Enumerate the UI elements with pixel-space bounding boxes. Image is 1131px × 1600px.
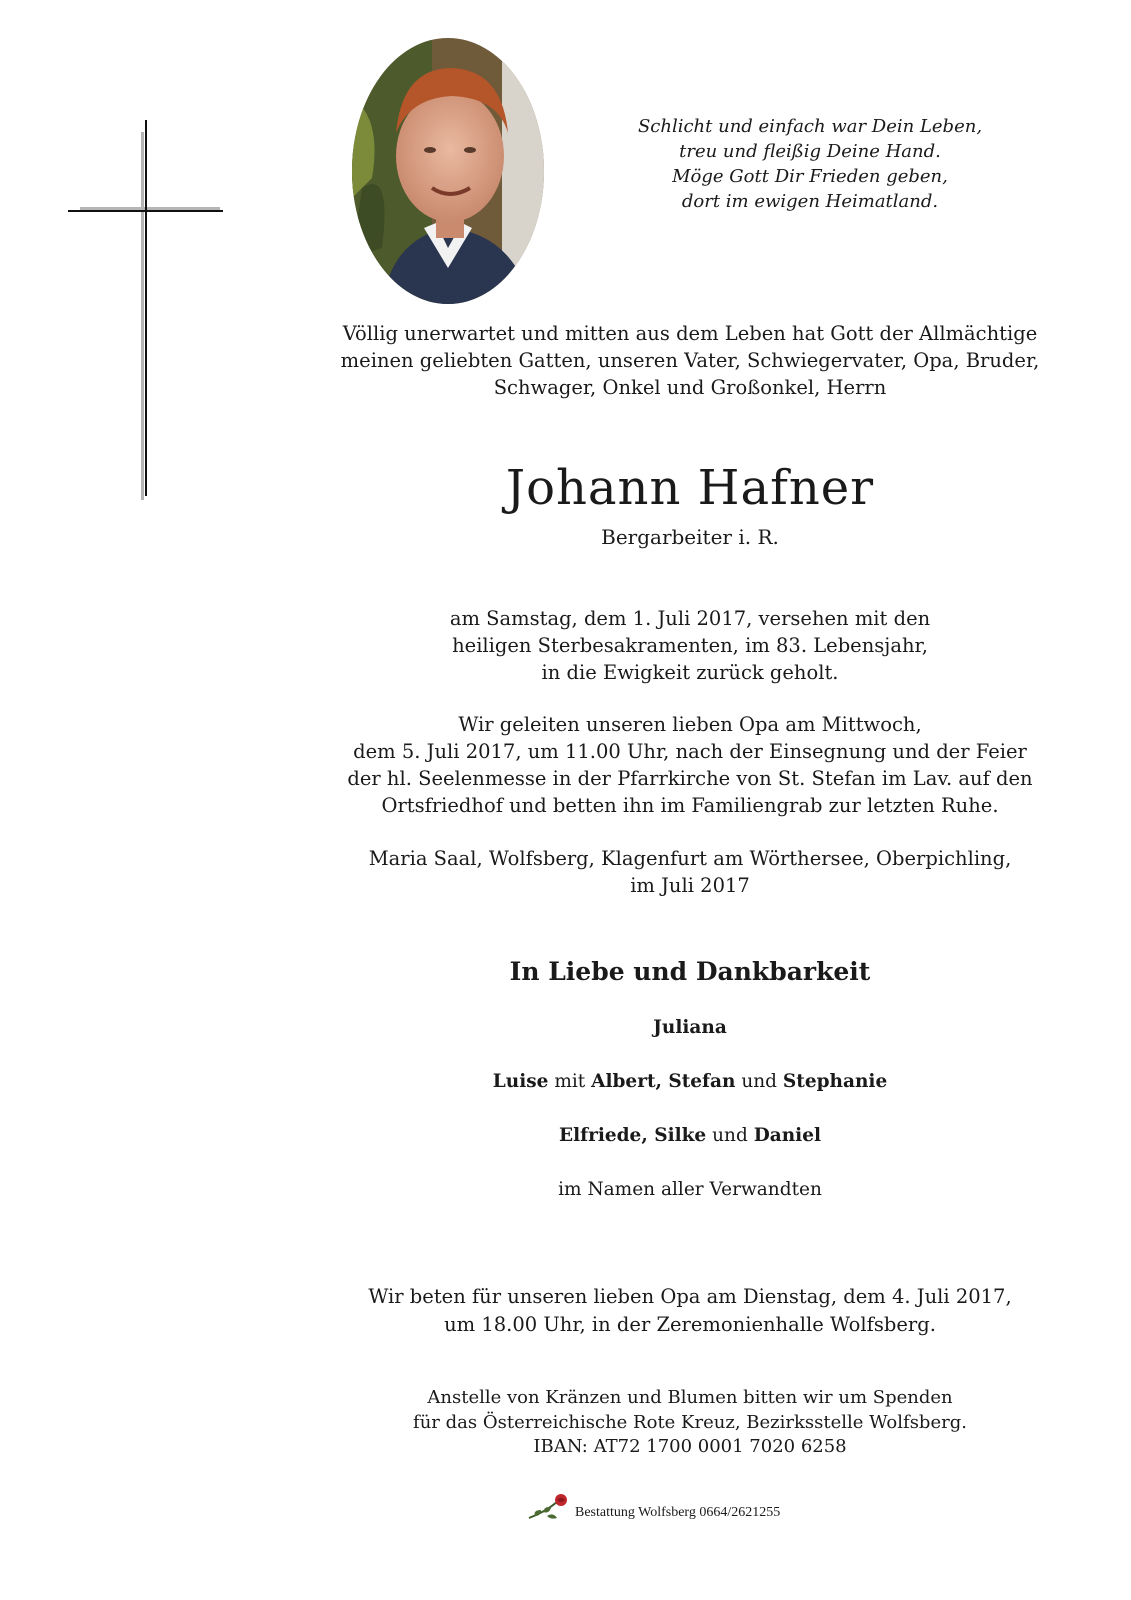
prayer-line: Wir beten für unseren lieben Opa am Dienstag, dem 4. Juli 2017, — [368, 1285, 1012, 1308]
death-notice-line: in die Ewigkeit zurück geholt. — [541, 661, 839, 684]
place-date — [330, 845, 1050, 899]
funeral-notice — [330, 711, 1050, 819]
mourner-name: Daniel — [753, 1125, 821, 1146]
deceased-name: Johann Hafner — [505, 460, 875, 516]
funeral-line: der hl. Seelenmesse in der Pfarrkirche von St. Stefan im Lav. auf den — [347, 767, 1033, 790]
connector-word: und — [741, 1071, 778, 1092]
cross-icon — [68, 120, 228, 500]
poem-line: dort im ewigen Heimatland. — [681, 191, 939, 212]
death-notice-line: heiligen Sterbesakramenten, im 83. Lebensjahr, — [452, 634, 928, 657]
poem-line: Möge Gott Dir Frieden geben, — [672, 166, 948, 187]
iban-line: IBAN: AT72 1700 0001 7020 6258 — [533, 1436, 847, 1457]
deceased-profession: Bergarbeiter i. R. — [601, 525, 779, 549]
intro-text — [330, 320, 1050, 401]
poem-line: treu und fleißig Deine Hand. — [679, 141, 941, 162]
mourner-row — [330, 1068, 1050, 1122]
mourner-row — [330, 1014, 1050, 1068]
prayer-notice — [330, 1283, 1050, 1339]
funeral-line: Wir geleiten unseren lieben Opa am Mittwoch, — [458, 713, 922, 736]
prayer-line: um 18.00 Uhr, in der Zeremonienhalle Wolfsberg. — [444, 1313, 936, 1336]
intro-line: meinen geliebten Gatten, unseren Vater, Schwiegervater, Opa, Bruder, — [340, 349, 1040, 372]
mourner-name: Juliana — [653, 1017, 727, 1038]
death-notice — [330, 605, 1050, 686]
donation-line: für das Österreichische Rote Kreuz, Bezirksstelle Wolfsberg. — [413, 1411, 967, 1433]
rose-icon — [527, 1492, 573, 1522]
mourner-name: Luise — [492, 1071, 549, 1092]
mourners-list — [330, 1014, 1050, 1230]
death-notice-line: am Samstag, dem 1. Juli 2017, versehen mit den — [449, 607, 931, 630]
place-line: Maria Saal, Wolfsberg, Klagenfurt am Wörthersee, Oberpichling, — [368, 847, 1012, 870]
mourner-names: Elfriede, Silke — [558, 1125, 707, 1146]
poem-line: Schlicht und einfach war Dein Leben, — [637, 116, 983, 137]
portrait-photo — [352, 38, 544, 304]
funeral-line: dem 5. Juli 2017, um 11.00 Uhr, nach der Einsegnung und der Feier — [353, 740, 1027, 763]
intro-line: Schwager, Onkel und Großonkel, Herrn — [493, 376, 887, 399]
mourner-name: Stephanie — [782, 1071, 888, 1092]
mourner-names: Albert, Stefan — [591, 1071, 736, 1092]
donation-line: Anstelle von Kränzen und Blumen bitten wir um Spenden — [427, 1387, 953, 1408]
footer-undertaker — [527, 1492, 847, 1524]
date-line: im Juli 2017 — [630, 874, 750, 897]
intro-line: Völlig unerwartet und mitten aus dem Leben hat Gott der Allmächtige — [342, 322, 1038, 345]
mourner-row — [330, 1176, 1050, 1230]
relatives-text: im Namen aller Verwandten — [558, 1179, 822, 1200]
connector-word: und — [712, 1125, 748, 1146]
donation-notice — [330, 1386, 1050, 1460]
footer-text: Bestattung Wolfsberg 0664/2621255 — [575, 1505, 781, 1520]
mourner-row — [330, 1122, 1050, 1176]
poem — [600, 114, 1020, 214]
funeral-line: Ortsfriedhof und betten ihn im Familiengrab zur letzten Ruhe. — [381, 794, 999, 817]
thanks-heading: In Liebe und Dankbarkeit — [509, 957, 871, 986]
connector-word: mit — [554, 1071, 586, 1092]
